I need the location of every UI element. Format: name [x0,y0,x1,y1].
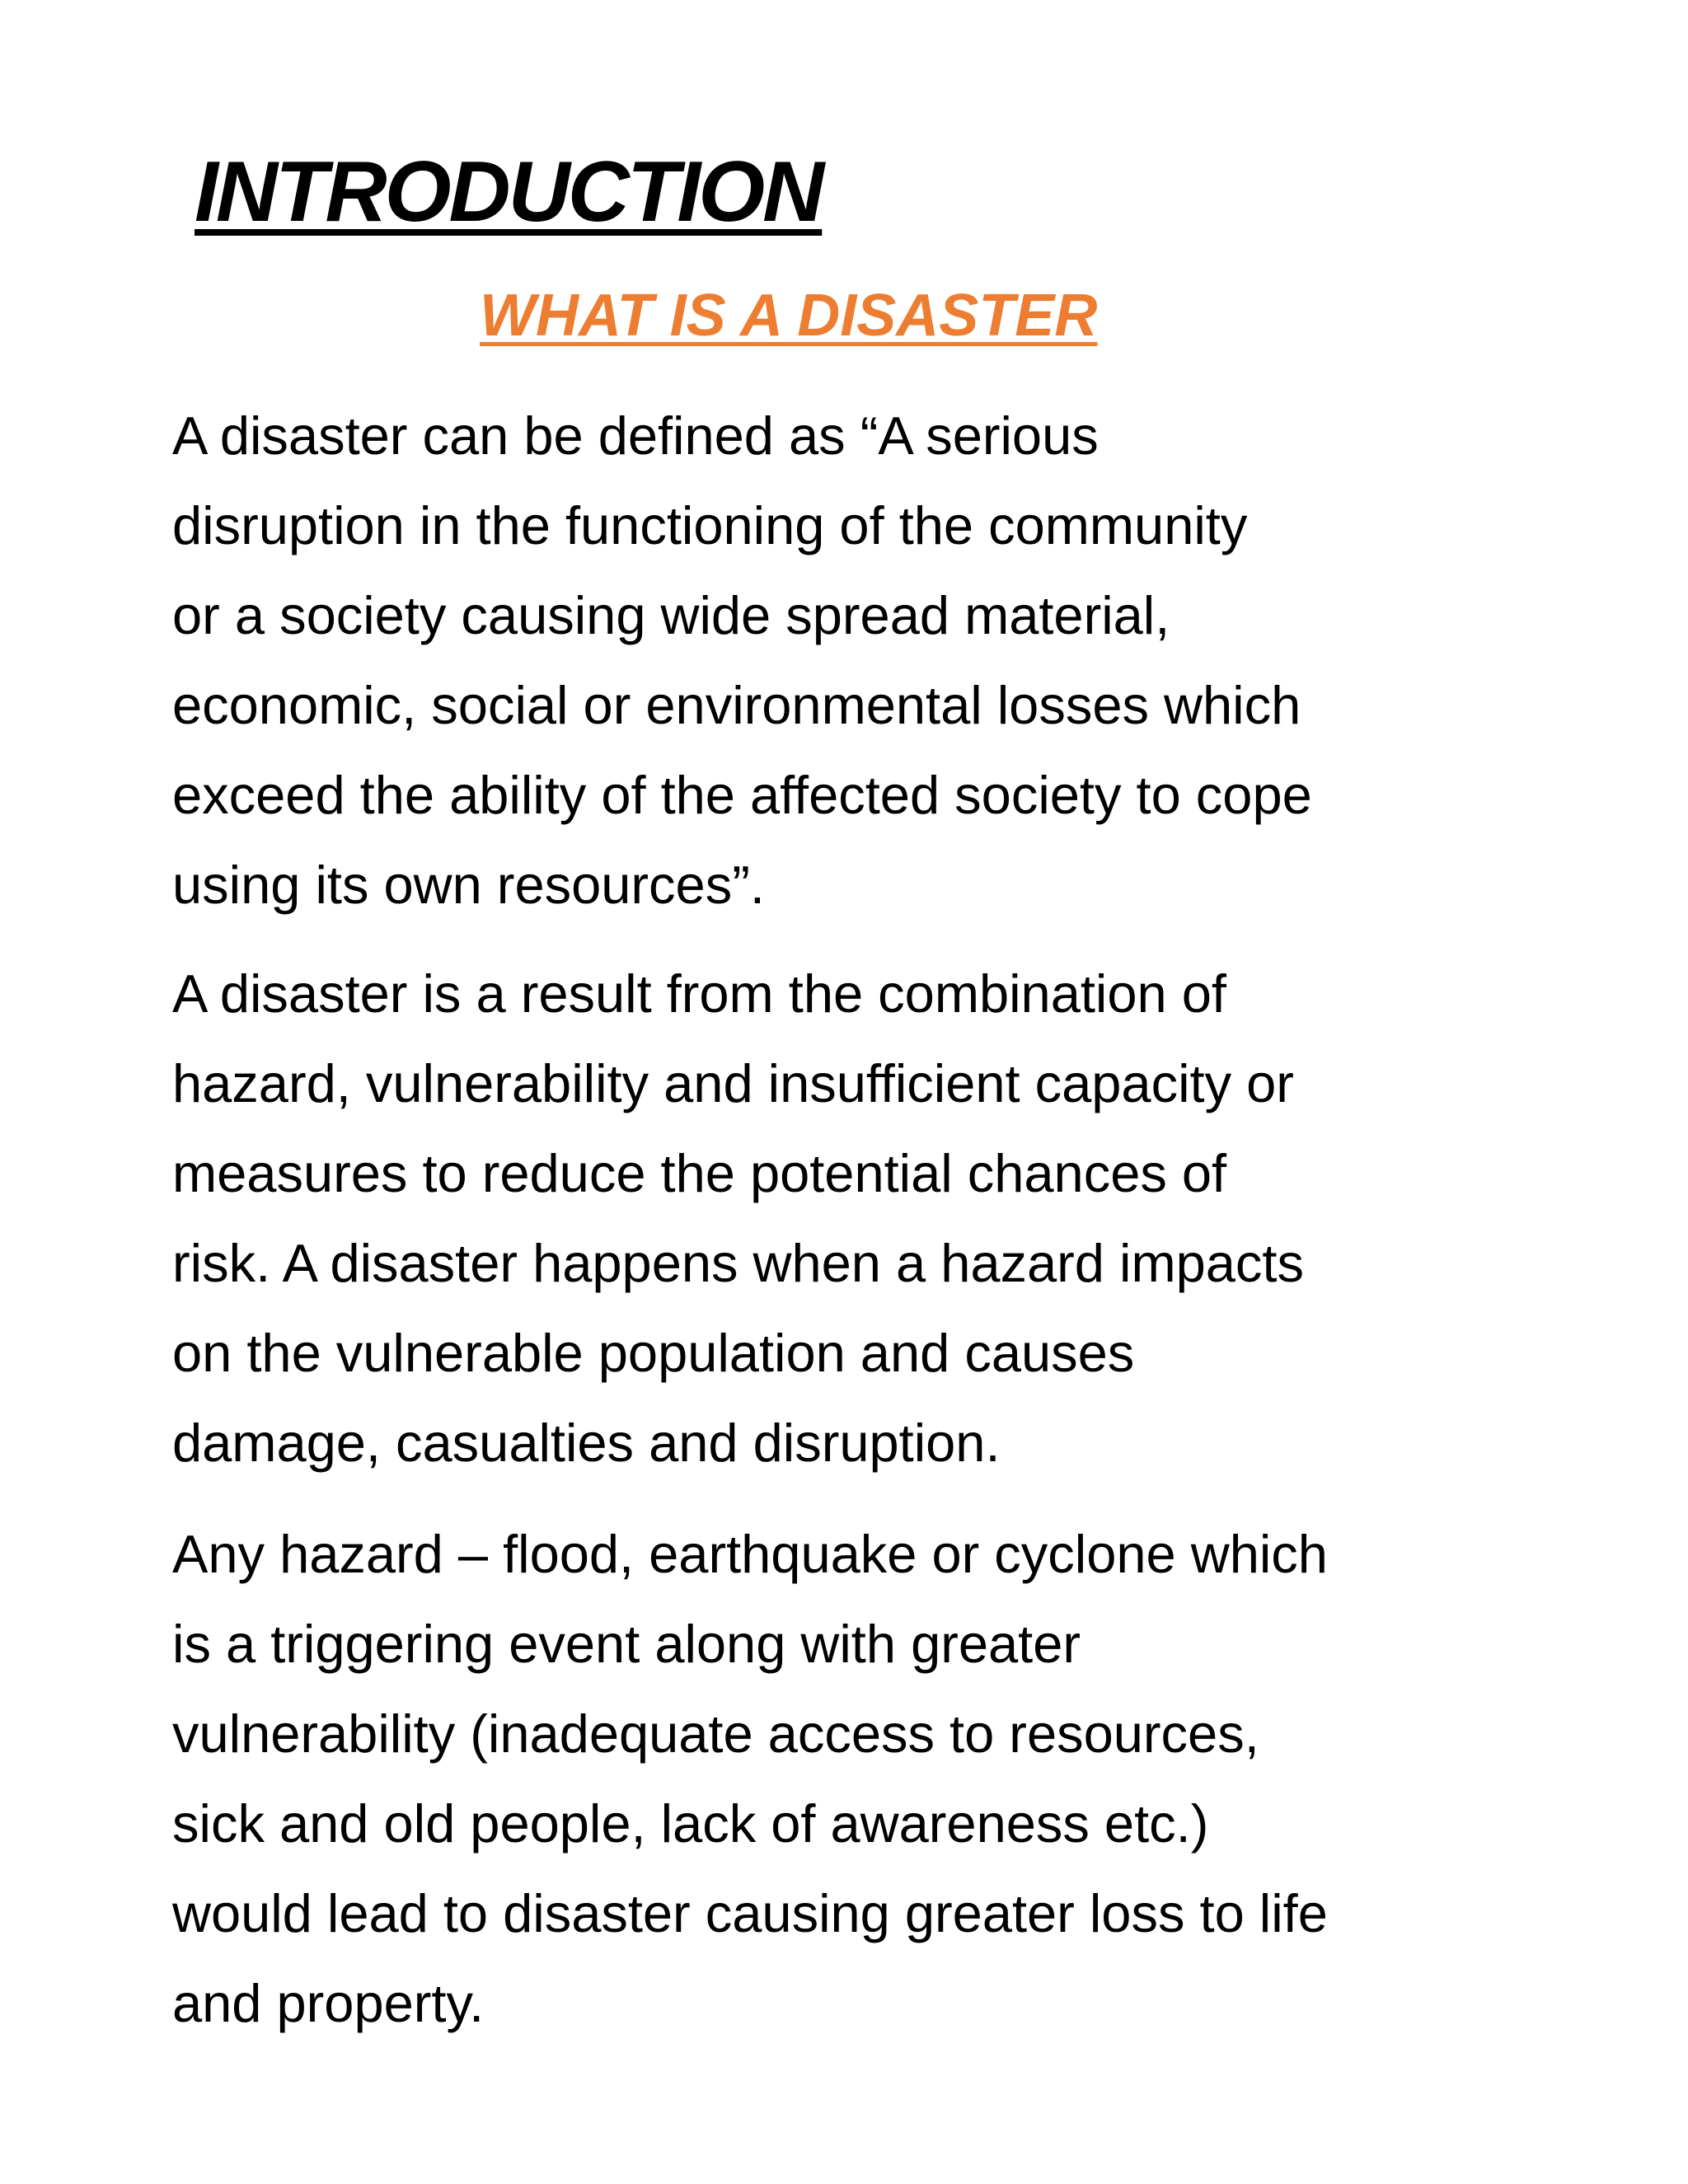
paragraph-line: hazard, vulnerability and insufficient capacity or [172,1053,1294,1113]
paragraph-line: economic, social or environmental losses which [172,675,1301,735]
paragraph-line: A disaster is a result from the combination of [172,963,1226,1024]
page-title: INTRODUCTION [195,144,823,240]
paragraph-line: risk. A disaster happens when a hazard impacts [172,1233,1304,1293]
paragraph-line: damage, casualties and disruption. [172,1413,1001,1473]
paragraph-line: would lead to disaster causing greater loss to life [172,1883,1328,1943]
section-subtitle: WHAT IS A DISASTER [480,283,1098,349]
paragraph-line: sick and old people, lack of awareness etc.) [172,1793,1209,1854]
paragraph-line: using its own resources”. [172,855,765,915]
paragraph-line: exceed the ability of the affected society to cope [172,765,1312,825]
paragraph-line: or a society causing wide spread material, [172,585,1170,645]
paragraph-line: disruption in the functioning of the community [172,495,1248,555]
paragraph-line: A disaster can be defined as “A serious [172,405,1099,466]
paragraph-line: is a triggering event along with greater [172,1614,1081,1674]
paragraph-line: Any hazard – flood, earthquake or cyclone which [172,1524,1328,1584]
paragraph-line: and property. [172,1973,485,2033]
paragraph-combination [172,949,1540,1488]
paragraph-line: on the vulnerable population and causes [172,1323,1135,1383]
paragraph-line: vulnerability (inadequate access to resources, [172,1704,1259,1764]
paragraph-line: measures to reduce the potential chances of [172,1143,1227,1203]
paragraph-definition [172,391,1540,930]
paragraph-hazard [172,1509,1540,2048]
